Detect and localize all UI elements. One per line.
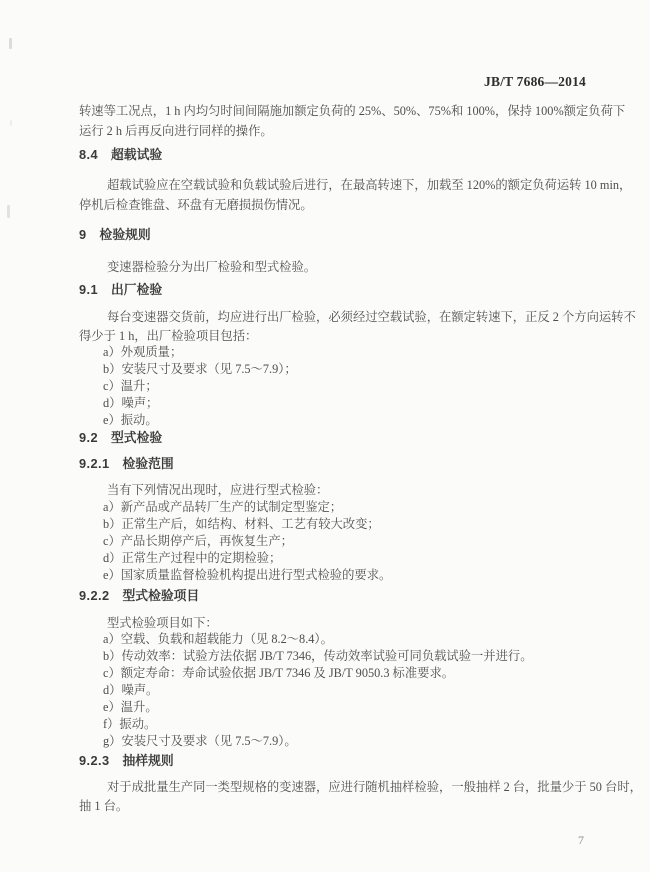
list-item: f）振动。: [103, 717, 157, 731]
section-heading-9-2-1: [79, 456, 591, 472]
list-item: b）安装尺寸及要求（见 7.5～7.9）；: [103, 362, 297, 376]
paragraph-9-2-3: [79, 778, 642, 816]
paragraph-8-4: [79, 175, 632, 215]
list-item: e）温升。: [103, 700, 158, 714]
paragraph-9-2-1: [79, 480, 591, 500]
paragraph-line: 转速等工况点，1 h 内均匀时间间隔施加额定负荷的 25%、50%、75%和 100%，保持 100%额定负荷下: [79, 104, 626, 118]
section-title: 型式检验: [111, 430, 163, 445]
list-9-2-1: [103, 499, 615, 584]
section-number: 9.2.3: [79, 753, 110, 768]
section-heading-9-2: [79, 430, 591, 446]
paragraph-line: 停机后检查锥盘、环盘有无磨损损伤情况。: [79, 198, 313, 212]
list-item: c）温升；: [103, 379, 158, 393]
paragraph-9-2-2: [79, 613, 591, 633]
list-item: e）国家质量监督检验机构提出进行型式检验的要求。: [103, 568, 392, 582]
section-title: 抽样规则: [122, 753, 174, 768]
section-title: 检验规则: [99, 227, 151, 242]
list-item: b）传动效率：试验方法依据 JB/T 7346，传动效率试验可同负载试验一并进行。: [103, 649, 533, 663]
scan-artifact-mark: [10, 120, 12, 126]
paragraph-line: 运行 2 h 后再反向进行同样的操作。: [79, 124, 273, 138]
header-standard-number: JB/T 7686—2014: [484, 74, 586, 89]
section-number: 9.1: [79, 282, 98, 297]
list-item: c）额定寿命：寿命试验依据 JB/T 7346 及 JB/T 9050.3 标准要求。: [103, 666, 455, 680]
paragraph-line: 对于成批量生产同一类型规格的变速器，应进行随机抽样检验，一般抽样 2 台，批量少于 50 台时，: [107, 780, 642, 794]
page-number: 7: [578, 833, 584, 847]
section-number: 9.2.2: [79, 588, 110, 603]
paragraph-line: 得少于 1 h，出厂检验项目包括：: [79, 329, 258, 343]
section-number: 9.2.1: [79, 456, 110, 471]
section-heading-8-4: [79, 147, 591, 163]
scan-artifact-mark: [7, 205, 10, 218]
list-item: g）安装尺寸及要求（见 7.5～7.9）。: [103, 734, 297, 748]
list-item: d）噪声。: [103, 683, 159, 697]
section-number: 9: [79, 227, 87, 242]
paragraph-line: 变速器检验分为出厂检验和型式检验。: [107, 260, 317, 274]
paragraph-line: 每台变速器交货前，均应进行出厂检验，必须经过空载试验，在额定转速下，正反 2 个方向运转不: [107, 310, 636, 324]
paragraph-9: [79, 257, 591, 277]
section-heading-9-1: [79, 282, 591, 298]
paragraph-line: 当有下列情况出现时，应进行型式检验：: [107, 483, 329, 497]
paragraph-carryover: [79, 101, 626, 141]
list-9-1: [103, 344, 615, 429]
paragraph-line: 抽 1 台。: [79, 799, 129, 813]
section-heading-9-2-2: [79, 588, 591, 604]
list-item: d）噪声；: [103, 396, 159, 410]
section-title: 型式检验项目: [122, 588, 200, 603]
list-9-2-2: [103, 631, 615, 750]
section-heading-9: [79, 227, 591, 243]
list-item: c）产品长期停产后，再恢复生产；: [103, 534, 293, 548]
section-number: 8.4: [79, 147, 98, 162]
list-item: b）正常生产后，如结构、材料、工艺有较大改变；: [103, 517, 380, 531]
paragraph-9-1: [79, 308, 636, 346]
list-item: d）正常生产过程中的定期检验；: [103, 551, 282, 565]
list-item: a）外观质量；: [103, 345, 183, 359]
list-item: a）新产品或产品转厂生产的试制定型鉴定；: [103, 500, 343, 514]
scan-artifact-mark: [9, 38, 12, 49]
section-title: 检验范围: [122, 456, 174, 471]
section-title: 出厂检验: [111, 282, 163, 297]
paragraph-line: 超载试验应在空载试验和负载试验后进行，在最高转速下，加载至 120%的额定负荷运转 10 min，: [107, 178, 632, 192]
list-item: a）空载、负载和超载能力（见 8.2～8.4）。: [103, 632, 333, 646]
section-heading-9-2-3: [79, 753, 591, 769]
section-title: 超载试验: [111, 147, 163, 162]
list-item: e）振动。: [103, 413, 158, 427]
paragraph-line: 型式检验项目如下：: [107, 616, 218, 630]
section-number: 9.2: [79, 430, 98, 445]
